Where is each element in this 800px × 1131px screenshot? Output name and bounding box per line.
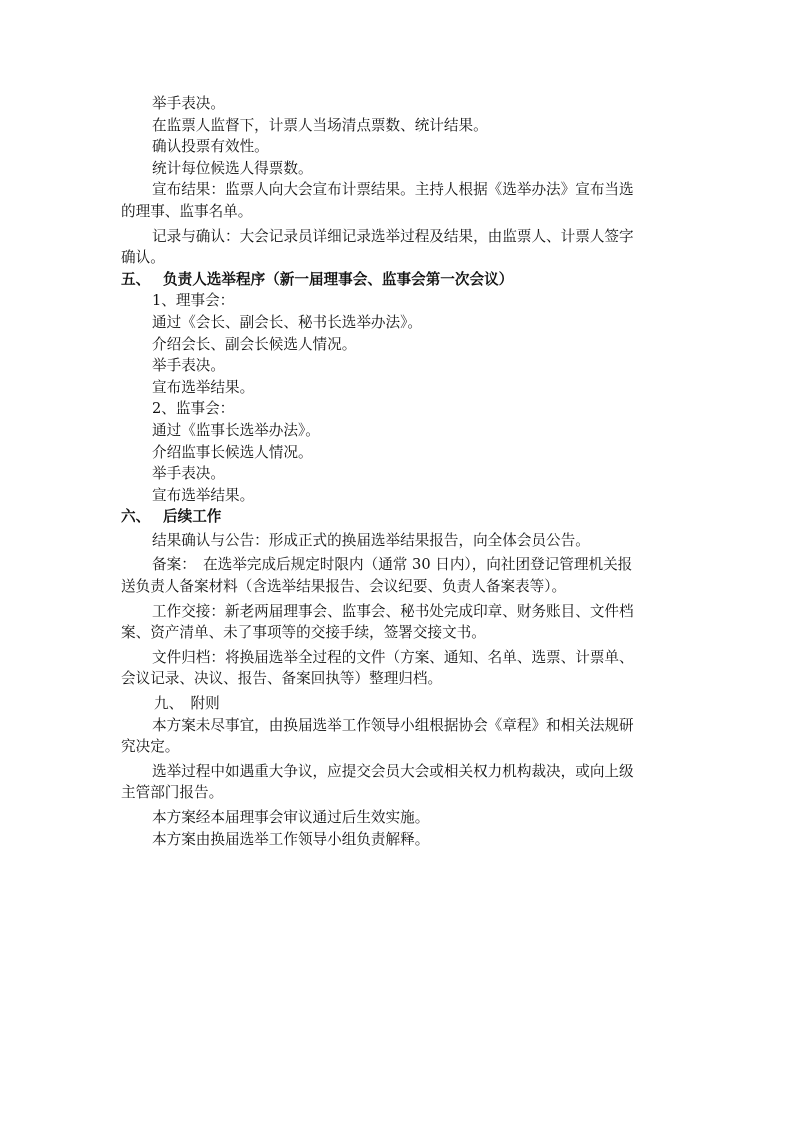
section-heading-6 <box>121 506 691 528</box>
text-line: 宣布选举结果。 <box>152 378 255 396</box>
text-line: 2、监事会： <box>152 400 235 418</box>
text-line: 举手表决。 <box>152 95 225 112</box>
section-heading-5 <box>121 269 691 291</box>
text-line: 1、理事会： <box>152 292 235 310</box>
section-title: 后续工作 <box>163 508 222 526</box>
text-line: 选举过程中如遇重大争议，应提交会员大会或相关权力机构裁决，或向上级 <box>152 762 634 780</box>
text-line: 结果确认与公告：形成正式的换届选举结果报告，向全体会员公告。 <box>152 531 590 549</box>
text-line: 通过《会长、副会长、秘书长选举办法》。 <box>152 313 422 331</box>
text-line: 本方案未尽事宜，由换届选举工作领导小组根据协会《章程》和相关法规研 <box>152 716 634 734</box>
text-line: 备案： 在选举完成后规定时限内（通常 30 日内），向社团登记管理机关报 <box>152 556 633 574</box>
text-line: 宣布结果：监票人向大会宣布计票结果。主持人根据《选举办法》宣布当选 <box>152 181 634 199</box>
text-line: 案、资产清单、未了事项等的交接手续，签署交接文书。 <box>121 624 486 642</box>
document-body <box>121 93 691 850</box>
text-line: 工作交接：新老两届理事会、监事会、秘书处完成印章、财务账目、文件档 <box>152 602 634 620</box>
section-number: 六、 <box>121 508 151 526</box>
text-line: 主管部门报告。 <box>121 784 224 802</box>
text-line: 在监票人监督下，计票人当场清点票数、统计结果。 <box>152 116 488 134</box>
text-line: 确认。 <box>121 249 165 267</box>
text-line: 本方案由换届选举工作领导小组负责解释。 <box>152 830 430 848</box>
text-line: 送负责人备案材料（含选举结果报告、会议纪要、负责人备案表等）。 <box>121 578 567 596</box>
text-line: 举手表决。 <box>152 465 225 483</box>
text-line: 的理事、监事名单。 <box>121 202 253 220</box>
text-line: 通过《监事长选举办法》。 <box>152 421 320 439</box>
text-line: 确认投票有效性。 <box>152 138 269 156</box>
text-line: 统计每位候选人得票数。 <box>152 159 313 177</box>
section-number: 五、 <box>121 270 151 288</box>
text-line: 会议记录、决议、报告、备案回执等）整理归档。 <box>121 670 443 688</box>
text-line: 记录与确认：大会记录员详细记录选举过程及结果，由监票人、计票人签字 <box>152 227 634 245</box>
section-heading-9: 九、 附则 <box>154 695 220 713</box>
section-title: 负责人选举程序（新一届理事会、监事会第一次会议） <box>163 270 514 288</box>
text-line: 文件归档：将换届选举全过程的文件（方案、通知、名单、选票、计票单、 <box>152 648 634 666</box>
text-line: 究决定。 <box>121 738 180 756</box>
text-line: 举手表决。 <box>152 357 225 375</box>
text-line: 本方案经本届理事会审议通过后生效实施。 <box>152 809 430 826</box>
text-line: 宣布选举结果。 <box>152 486 255 504</box>
text-line: 介绍监事长候选人情况。 <box>152 443 313 461</box>
text-line: 介绍会长、副会长候选人情况。 <box>152 335 357 353</box>
